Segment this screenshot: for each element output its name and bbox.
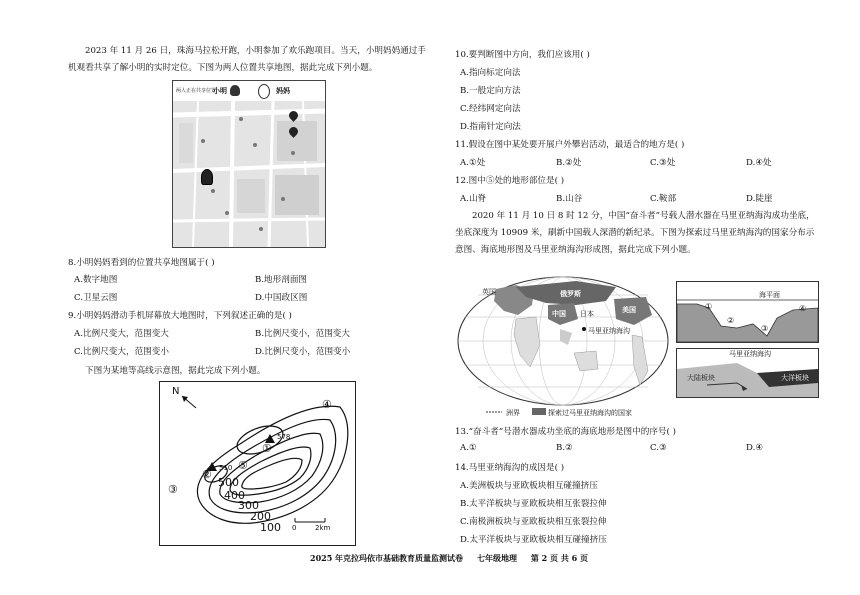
world-map xyxy=(456,275,670,419)
question-13-option-b[interactable]: B.② xyxy=(556,443,573,453)
question-8-option-a[interactable]: A.数字地图 xyxy=(74,275,118,285)
question-13-option-a[interactable]: A.① xyxy=(460,443,477,453)
page-footer: 2025 年克拉玛依市基础教育质量监测试卷 七年级地理 第 2 页 共 6 页 xyxy=(310,553,588,563)
question-9-option-d[interactable]: D.比例尺变小，范围变小 xyxy=(255,347,351,357)
scale-zero: 0 xyxy=(292,524,297,532)
question-8-option-d[interactable]: D.中国政区图 xyxy=(255,293,308,303)
question-13-option-d[interactable]: D.④ xyxy=(746,443,764,453)
mom-avatar-icon xyxy=(258,84,270,99)
label-japan: 日本 xyxy=(580,310,594,318)
xiaoming-location-icon xyxy=(201,169,213,185)
question-9-option-c[interactable]: C.比例尺变大，范围变小 xyxy=(74,347,169,357)
label-russia: 俄罗斯 xyxy=(560,289,581,298)
legend-boundary: 洲界 xyxy=(506,409,520,417)
oceanic-plate-label: 大洋板块 xyxy=(781,374,809,382)
sea-level-label: 海平面 xyxy=(759,291,780,299)
question-10-stem: 10.要判断图中方向，我们应该用( ) xyxy=(455,50,590,60)
question-10-option-a[interactable]: A.指向标定向法 xyxy=(460,68,521,78)
user2-name: 妈妈 xyxy=(276,86,290,95)
contour-label-100: 100 xyxy=(260,521,281,534)
peak-elevation-578: 578 xyxy=(277,433,291,441)
question-11-option-d[interactable]: D.④处 xyxy=(746,158,772,168)
label-usa: 美国 xyxy=(622,305,636,314)
label-uk: 英国 xyxy=(482,288,496,296)
question-10-option-c[interactable]: C.经纬网定向法 xyxy=(460,104,521,114)
question-12-option-d[interactable]: D.陡崖 xyxy=(746,194,773,204)
contour-label-200: 200 xyxy=(250,510,271,523)
seafloor-mark-2: ② xyxy=(727,316,735,325)
seafloor-mark-3: ③ xyxy=(761,324,769,333)
legend-country: 探索过马里亚纳海沟的国家 xyxy=(548,409,632,417)
question-9-option-a[interactable]: A.比例尺变大，范围变大 xyxy=(74,329,169,339)
question-8-option-c[interactable]: C.卫星云图 xyxy=(74,293,118,303)
seafloor-svg xyxy=(677,282,818,342)
question-10-option-d[interactable]: D.指南针定向法 xyxy=(460,122,521,132)
peak-elevation-510: 510 xyxy=(219,464,233,472)
question-8-stem: 8.小明妈妈看到的位置共享地图属于( ) xyxy=(68,258,215,268)
point-1: ① xyxy=(262,442,272,455)
continental-plate-label: 大陆板块 xyxy=(687,374,715,382)
intro-mariana: 2020 年 11 月 10 日 8 时 12 分，中国“奋斗者”号载人潜水器在马里亚纳海沟成功坐底，坐底深度为 10909 米，刷新中国载人深潜的新纪录。下图为探索过马里亚纳海沟的国家分布示意图、海底地形图及马里亚纳海沟形成图，据此完成下列小题。 xyxy=(455,211,815,255)
point-5: ⑤ xyxy=(238,459,248,472)
label-trench: 马里亚纳海沟 xyxy=(588,327,630,335)
question-14-option-b[interactable]: B.太平洋板块与亚欧板块相互张裂拉伸 xyxy=(460,499,607,509)
user-avatar-icon xyxy=(230,85,240,96)
question-13-option-c[interactable]: C.③ xyxy=(650,443,667,453)
question-8-option-b[interactable]: B.地形剖面图 xyxy=(255,275,308,285)
map-header-title: 两人正在共享位置 xyxy=(176,88,217,94)
contour-label-300: 300 xyxy=(238,499,259,512)
point-2: ② xyxy=(202,468,212,481)
question-12-option-b[interactable]: B.山谷 xyxy=(556,194,583,204)
contour-label-500: 500 xyxy=(218,476,239,489)
north-label: N xyxy=(172,386,180,397)
question-14-option-c[interactable]: C.南极洲板块与亚欧板块相互张裂拉伸 xyxy=(460,517,607,527)
contour-label-400: 400 xyxy=(224,489,245,502)
contour-map xyxy=(159,381,356,546)
question-10-option-b[interactable]: B.一般定向方法 xyxy=(460,86,521,96)
trench-title: 马里亚纳海沟 xyxy=(729,350,771,358)
question-11-stem: 11.假设在图中某处要开展户外攀岩活动，最适合的地方是( ) xyxy=(455,140,685,150)
point-4: ④ xyxy=(322,398,332,411)
intro-contour: 下图为某地等高线示意图，据此完成下列小题。 xyxy=(85,366,266,376)
point-3: ③ xyxy=(168,483,178,496)
question-9-stem: 9.小明妈妈滑动手机屏幕放大地图时，下列叙述正确的是( ) xyxy=(68,311,292,321)
intro-marathon: 2023 年 11 月 26 日，珠海马拉松开跑，小明参加了欢乐跑项目。当天，小明妈妈通过手机观看共享了解小明的实时定位。下图为两人位置共享地图，据此完成下列小题。 xyxy=(68,46,426,73)
question-11-option-b[interactable]: B.②处 xyxy=(556,158,582,168)
question-14-option-d[interactable]: D.太平洋板块与亚欧板块相互碰撞挤压 xyxy=(460,535,607,545)
location-sharing-map xyxy=(172,80,326,248)
question-11-option-a[interactable]: A.①处 xyxy=(460,158,486,168)
seafloor-mark-1: ① xyxy=(705,302,713,311)
trench-formation xyxy=(676,348,819,398)
question-12-option-a[interactable]: A.山脊 xyxy=(460,194,487,204)
question-12-stem: 12.图中⑤处的地形部位是( ) xyxy=(455,176,565,186)
street-map xyxy=(173,101,325,247)
map-header xyxy=(173,81,325,102)
seafloor-profile xyxy=(676,281,819,343)
question-11-option-c[interactable]: C.③处 xyxy=(650,158,676,168)
question-14-stem: 14.马里亚纳海沟的成因是( ) xyxy=(455,463,565,473)
seafloor-mark-4: ④ xyxy=(799,304,807,313)
question-14-option-a[interactable]: A.美洲板块与亚欧板块相互碰撞挤压 xyxy=(460,481,598,491)
question-13-stem: 13.“奋斗者”号潜水器成功坐底的海底地形是图中的序号( ) xyxy=(455,427,676,437)
question-9-option-b[interactable]: B.比例尺变小，范围变大 xyxy=(255,329,350,339)
question-12-option-c[interactable]: C.鞍部 xyxy=(650,194,677,204)
scale-unit: 2km xyxy=(315,524,331,532)
label-china: 中国 xyxy=(552,309,566,318)
user1-name: 小明 xyxy=(213,86,227,95)
